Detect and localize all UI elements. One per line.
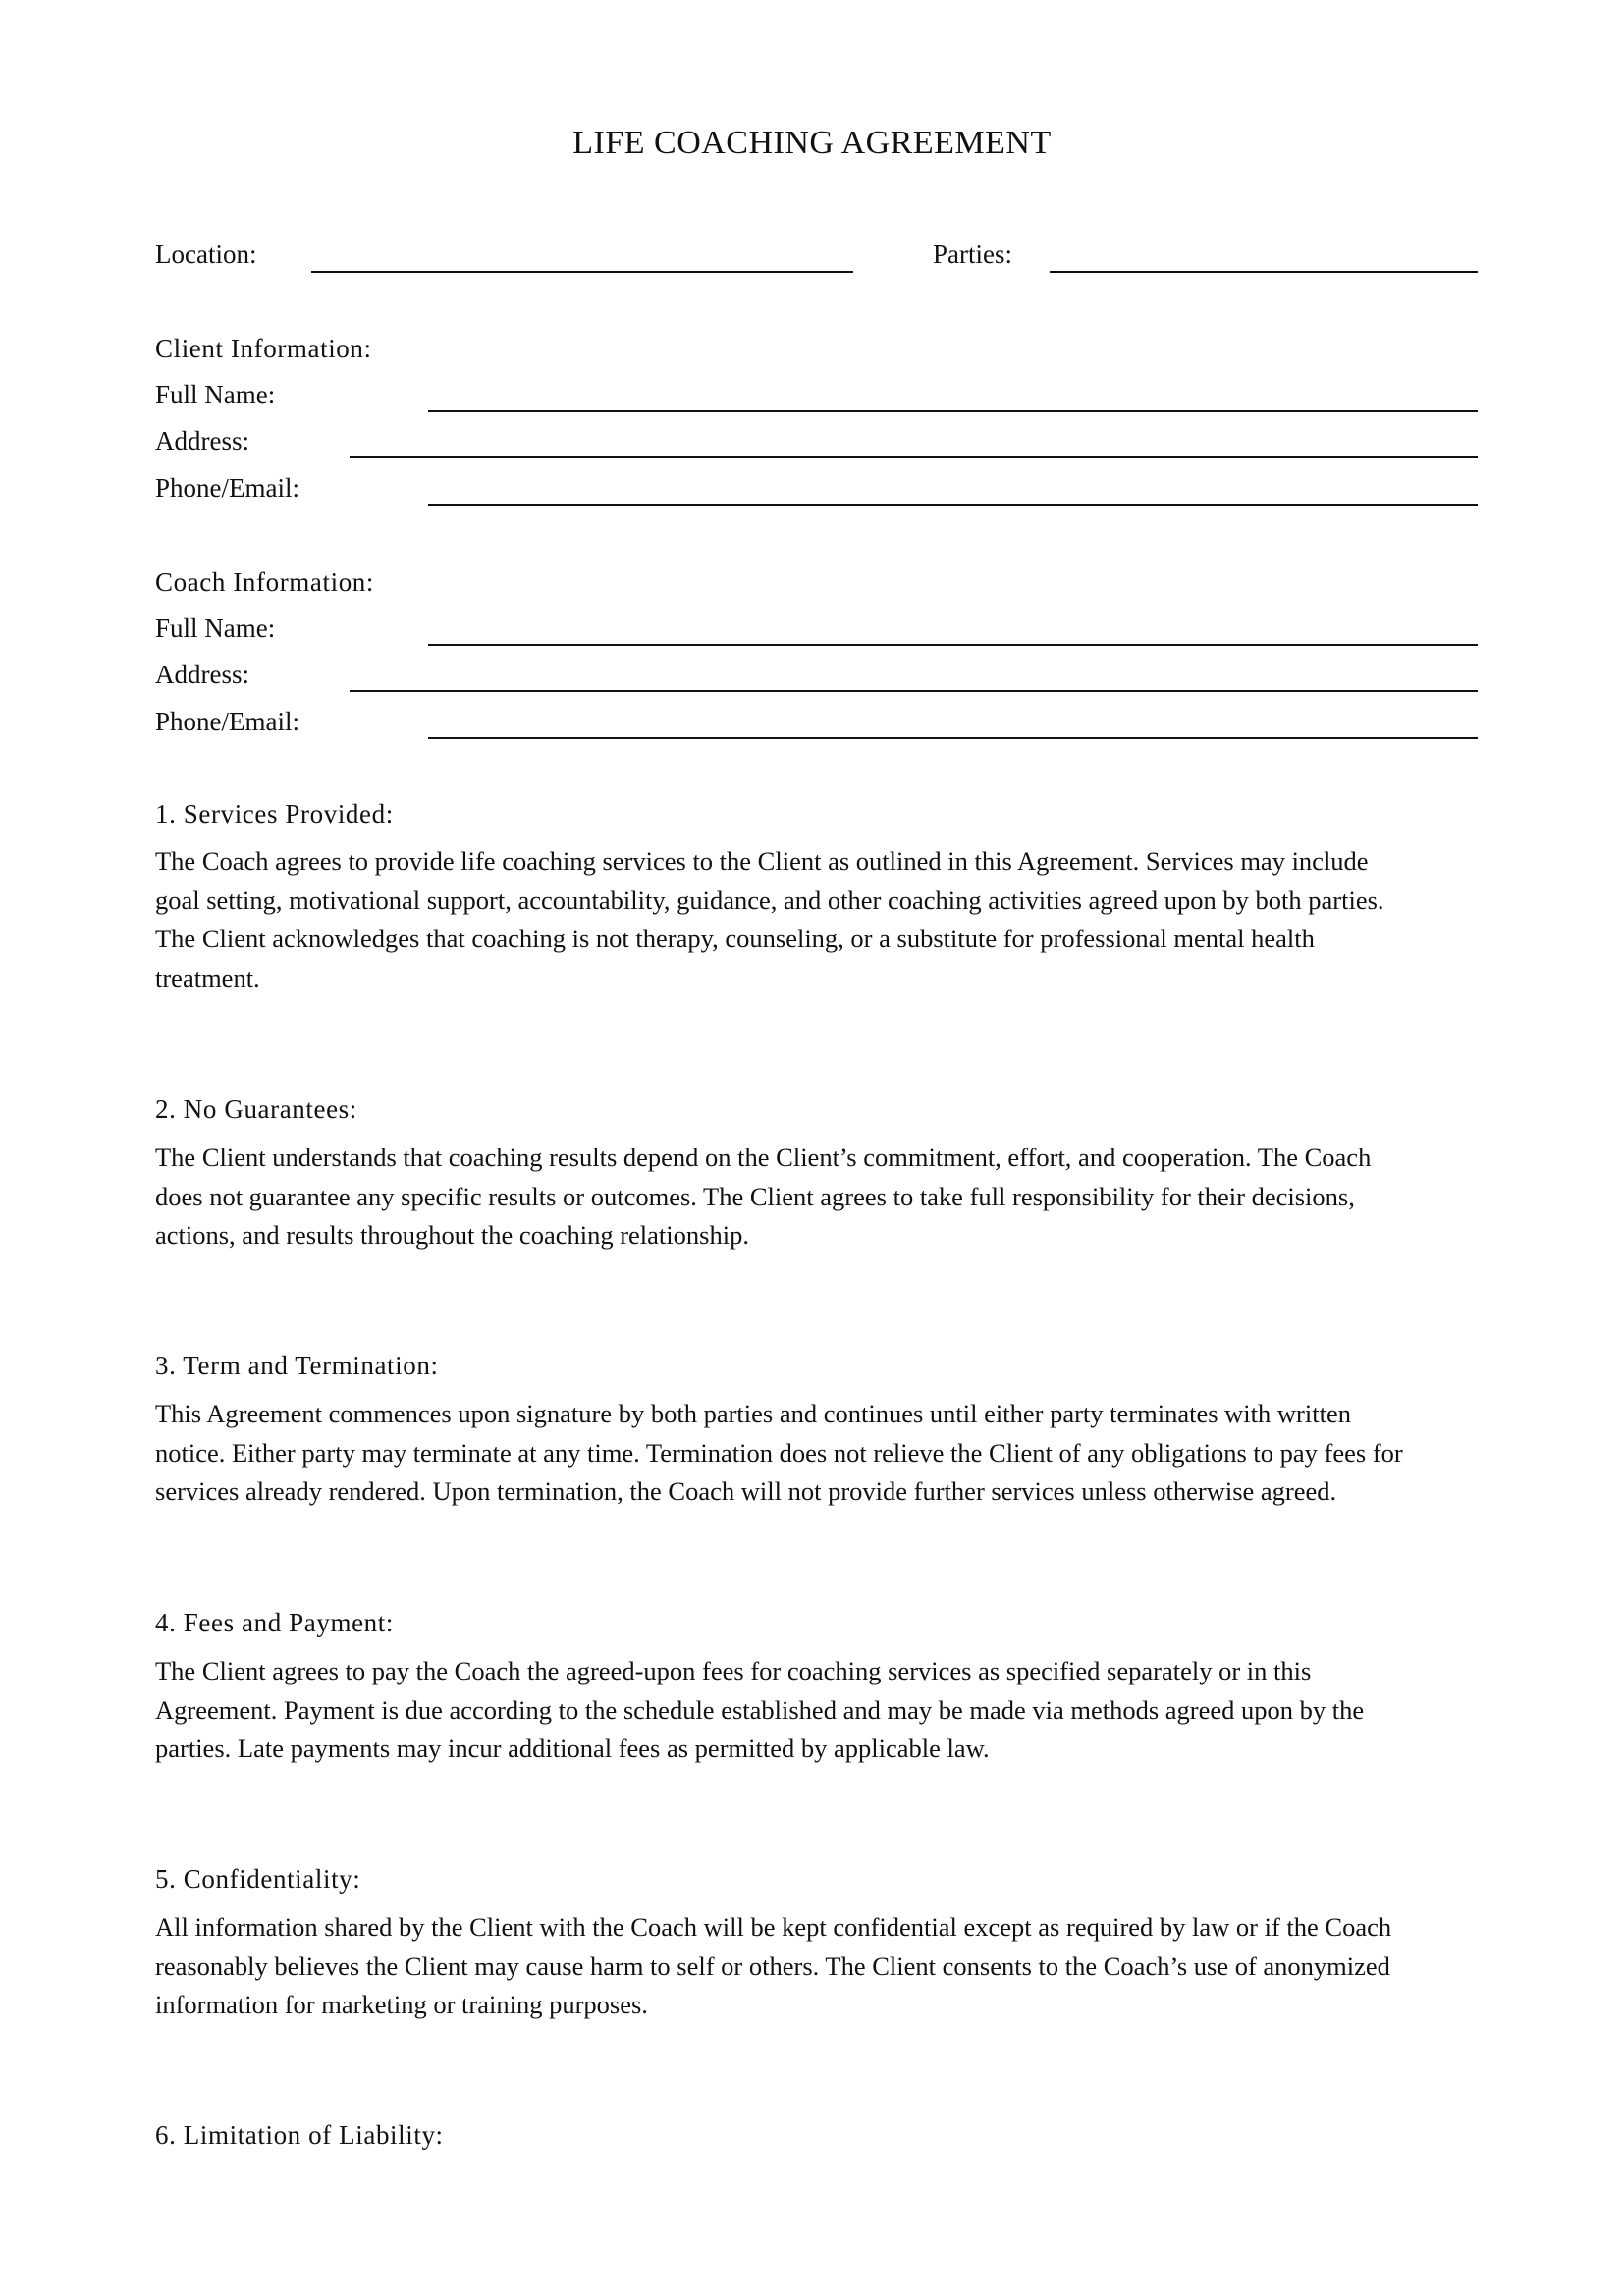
client-phone-email-field[interactable] [428, 504, 1478, 506]
section-5-line: information for marketing or training purposes. [155, 1990, 648, 2019]
section-3-line: notice. Either party may terminate at any time. Termination does not relieve the Client of any obligations to pay fees for [155, 1437, 1403, 1468]
client-address-label: Address: [155, 426, 249, 455]
section-6-heading: 6. Limitation of Liability: [155, 2120, 444, 2150]
section-2-line: The Client understands that coaching results depend on the Client’s commitment, effort, and cooperation. The Coach [155, 1143, 1372, 1172]
location-label: Location: [155, 240, 257, 269]
section-5-body [155, 1908, 1481, 2025]
section-4-line: parties. Late payments may incur additional fees as permitted by applicable law. [155, 1734, 990, 1763]
section-2-line: actions, and results throughout the coaching relationship. [155, 1220, 749, 1250]
section-4-line: Agreement. Payment is due according to the schedule established and may be made via methods agreed upon by the [155, 1694, 1365, 1725]
section-2-heading: 2. No Guarantees: [155, 1095, 357, 1124]
section-5-line: reasonably believes the Client may cause harm to self or others. The Client consents to the Coach’s use of anonymized [155, 1950, 1390, 1981]
section-1-line: The Coach agrees to provide life coaching services to the Client as outlined in this Agreement. Services may include [155, 846, 1369, 876]
section-5-line: All information shared by the Client with the Coach will be kept confidential except as required by law or if the Coach [155, 1912, 1392, 1942]
section-3-heading: 3. Term and Termination: [155, 1351, 439, 1380]
client-phone-email-label: Phone/Email: [155, 473, 299, 503]
section-1-line: treatment. [155, 962, 260, 992]
section-3-body [155, 1395, 1481, 1512]
coach-address-field[interactable] [350, 690, 1478, 692]
client-full-name-label: Full Name: [155, 380, 276, 409]
coach-info-heading: Coach Information: [155, 567, 374, 597]
client-address-field[interactable] [350, 456, 1478, 458]
coach-full-name-field[interactable] [428, 644, 1478, 646]
client-info-heading: Client Information: [155, 334, 372, 363]
coach-phone-email-label: Phone/Email: [155, 707, 299, 736]
coach-address-label: Address: [155, 660, 249, 689]
section-4-body [155, 1652, 1481, 1769]
section-1-line: The Client acknowledges that coaching is not therapy, counseling, or a substitute for professional mental health [155, 924, 1315, 953]
section-3-line: services already rendered. Upon termination, the Coach will not provide further services unless otherwise agreed. [155, 1476, 1337, 1506]
section-4-line: The Client agrees to pay the Coach the agreed-upon fees for coaching services as specified separately or in this [155, 1656, 1312, 1685]
section-4-heading: 4. Fees and Payment: [155, 1608, 394, 1637]
section-2-body [155, 1139, 1481, 1255]
location-field[interactable] [311, 271, 853, 273]
section-2-line: does not guarantee any specific results or outcomes. The Client agrees to take full responsibility for their decisions, [155, 1181, 1355, 1211]
parties-label: Parties: [933, 240, 1012, 269]
coach-phone-email-field[interactable] [428, 737, 1478, 739]
client-full-name-field[interactable] [428, 410, 1478, 412]
parties-field[interactable] [1050, 271, 1478, 273]
section-3-line: This Agreement commences upon signature by both parties and continues until either party terminates with written [155, 1399, 1351, 1428]
document-title: LIFE COACHING AGREEMENT [572, 125, 1052, 161]
section-1-line: goal setting, motivational support, accountability, guidance, and other coaching activities agreed upon by both parties. [155, 884, 1384, 915]
section-1-heading: 1. Services Provided: [155, 799, 394, 828]
section-1-body [155, 842, 1481, 997]
section-5-heading: 5. Confidentiality: [155, 1864, 361, 1894]
coach-full-name-label: Full Name: [155, 614, 276, 643]
